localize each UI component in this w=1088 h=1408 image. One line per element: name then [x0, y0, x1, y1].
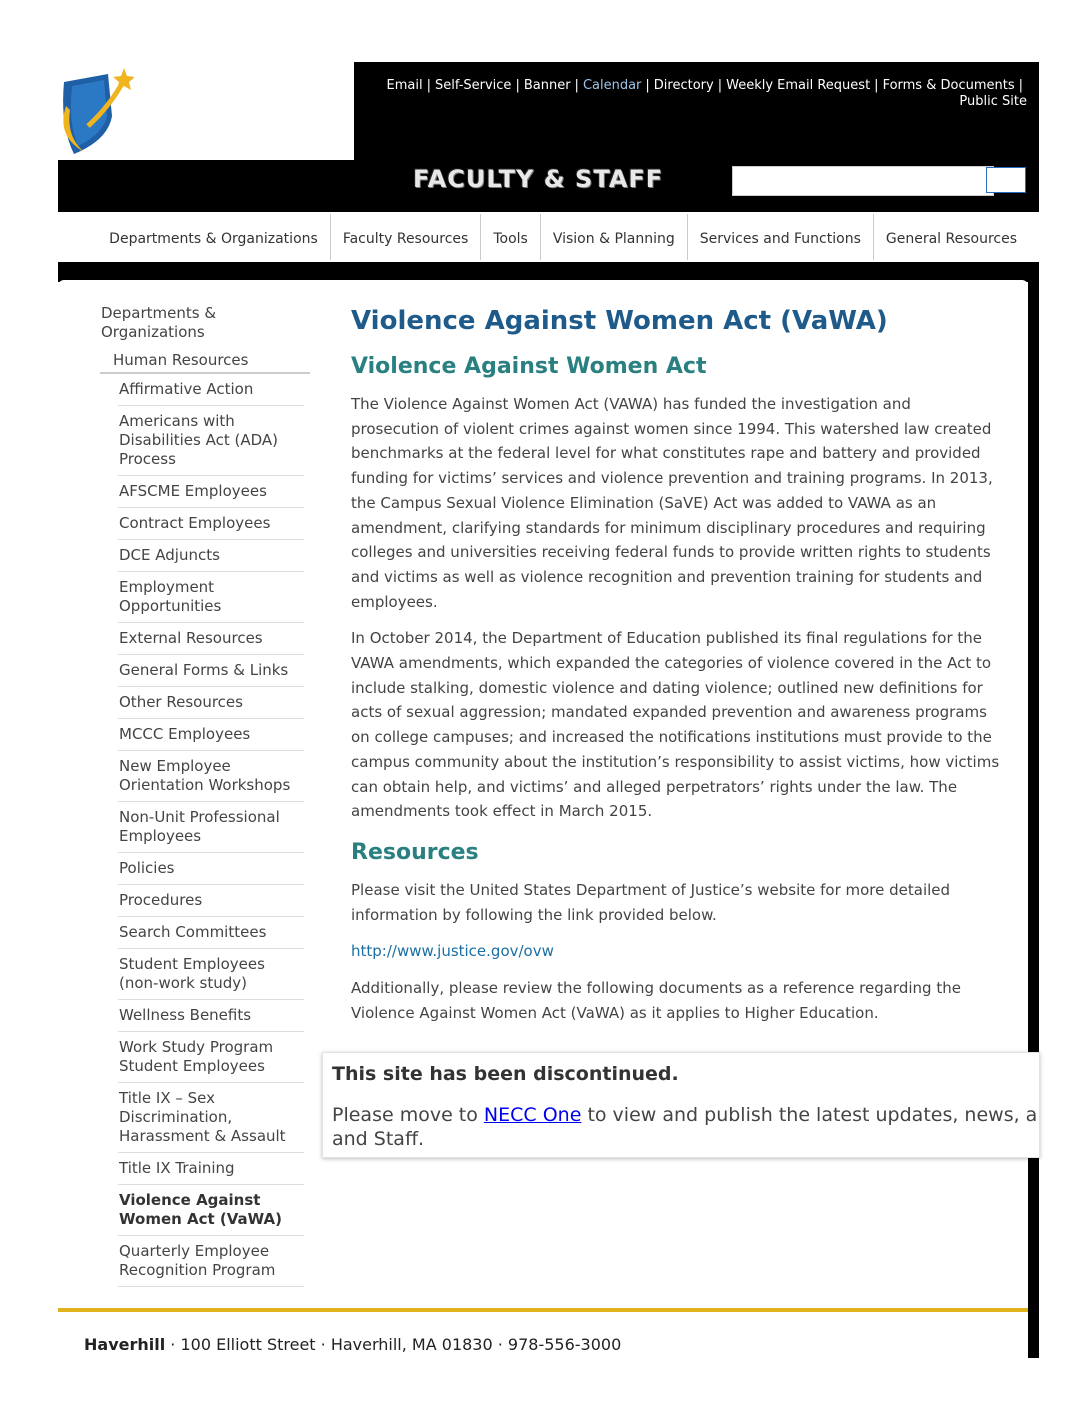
utility-link-banner[interactable]: Banner [523, 78, 571, 93]
doj-link[interactable]: http://www.justice.gov/ovw [351, 942, 554, 961]
notice-text: Please move to [332, 1104, 484, 1126]
college-logo[interactable] [58, 66, 134, 156]
sidebar-item[interactable]: Title IX Training [118, 1153, 304, 1185]
separator: | [574, 78, 579, 93]
separator: | [874, 78, 879, 93]
sidebar-item[interactable]: Work Study Program Student Employees [118, 1032, 304, 1083]
sidebar-item[interactable]: Search Committees [118, 917, 304, 949]
card-shadow [1028, 280, 1039, 1358]
sidebar-item[interactable]: Title IX – Sex Discrimination, Harassment & Assault [118, 1083, 304, 1153]
nav-item-faculty-resources[interactable]: Faculty Resources [331, 214, 482, 260]
utility-link-forms-documents[interactable]: Forms & Documents [882, 78, 1015, 93]
sidebar-item[interactable]: Americans with Disabilities Act (ADA) Process [118, 406, 304, 476]
sidebar-item[interactable]: Other Resources [118, 687, 304, 719]
notice-body [332, 1103, 1040, 1151]
sidebar-item[interactable]: Student Employees (non-work study) [118, 949, 304, 1000]
sidebar-item[interactable]: External Resources [118, 623, 304, 655]
sidebar-section-link[interactable]: Human Resources [100, 351, 310, 374]
sidebar-item[interactable]: General Forms & Links [118, 655, 304, 687]
additional-text: Additionally, please review the following documents as a reference regarding the Violence Against Women Act (VaWA) as it applies to Higher Education. [351, 979, 961, 1022]
necc-one-link[interactable]: NECC One [483, 1104, 582, 1126]
utility-link-calendar[interactable]: Calendar [582, 78, 642, 93]
sidebar-item[interactable]: Policies [118, 853, 304, 885]
main-navigation [58, 212, 1039, 262]
title-bar [58, 160, 1039, 212]
utility-link-self-service[interactable]: Self-Service [434, 78, 512, 93]
sidebar-list [100, 374, 310, 1287]
separator: | [1018, 78, 1023, 93]
separator: | [645, 78, 650, 93]
sidebar-item[interactable]: Quarterly Employee Recognition Program [118, 1236, 304, 1287]
utility-link-directory[interactable]: Directory [653, 78, 714, 93]
nav-item-departments-organizations[interactable]: Departments & Organizations [97, 214, 331, 260]
notice-text: and Staff. [332, 1128, 425, 1150]
utility-links [367, 78, 1027, 110]
footer-campus: Haverhill [84, 1335, 166, 1354]
nav-item-general-resources[interactable]: General Resources [885, 231, 1017, 247]
sidebar-item[interactable]: Employment Opportunities [118, 572, 304, 623]
sidebar-item[interactable]: AFSCME Employees [118, 476, 304, 508]
sidebar-item[interactable]: MCCC Employees [118, 719, 304, 751]
utility-link-email[interactable]: Email [386, 78, 423, 93]
nav-item-services-and-functions[interactable]: Services and Functions [688, 214, 874, 260]
body-paragraph: The Violence Against Women Act (VAWA) has funded the investigation and prosecution of violent crimes against women since 1994. This watershed law created benchmarks at the federal level for what constitutes rape and battery and provided funding for victims’ services and violence prevention and training programs. In 2013, the Campus Sexual Violence Elimination (SaVE) Act was added to VAWA as an amendment, clarifying standards for minimum disciplinary procedures and requiring colleges and universities receiving federal funds to provide written rights to students and victims as well as violence recognition and prevention training for students and employees. [351, 395, 993, 611]
body-paragraph: In October 2014, the Department of Education published its final regulations for the VAWA amendments, which expanded the categories of violence covered in the Act to include stalking, domestic violence and dating violence; outlined new definitions for acts of sexual aggression; mandated expanded prevention and awareness programs on college campuses; and increased the notifications institutions must provide to the campus community about the institution’s responsibility to assist victims, how victims can obtain help, and victims’ and alleged perpetrators’ rights under the law. The amendments took effect in March 2015. [351, 629, 1000, 821]
nav-item-vision-planning[interactable]: Vision & Planning [541, 214, 688, 260]
nav-divider [58, 262, 1039, 282]
sidebar-parent-link[interactable]: Departments & Organizations [101, 304, 217, 341]
utility-link-weekly-email-request[interactable]: Weekly Email Request [726, 78, 871, 93]
footer-address-text: · 100 Elliott Street · Haverhill, MA 01830 · 978-556-3000 [165, 1335, 622, 1354]
site-title: FACULTY & STAFF [413, 165, 664, 193]
discontinued-notice [322, 1052, 1040, 1158]
sidebar-item[interactable]: Affirmative Action [118, 374, 304, 406]
search-input[interactable] [732, 166, 994, 196]
sidebar-item[interactable]: Contract Employees [118, 508, 304, 540]
sidebar-item[interactable]: New Employee Orientation Workshops [118, 751, 304, 802]
sidebar-nav [100, 303, 310, 1287]
utility-bar [354, 62, 1039, 160]
main-content [351, 304, 1001, 1037]
page-edge [58, 1358, 1088, 1408]
separator: | [426, 78, 431, 93]
search-button[interactable] [986, 167, 1026, 193]
sidebar-item[interactable]: Violence Against Women Act (VaWA) [118, 1185, 304, 1236]
sidebar-item[interactable]: DCE Adjuncts [118, 540, 304, 572]
footer-divider [58, 1308, 1028, 1312]
notice-text: to view and publish the latest updates, news, a [581, 1104, 1038, 1126]
sidebar-item[interactable]: Non-Unit Professional Employees [118, 802, 304, 853]
utility-link-public-site[interactable]: Public Site [959, 94, 1027, 109]
resources-text: Please visit the United States Department of Justice’s website for more detailed information by following the link provided below. [351, 880, 951, 924]
footer-address [84, 1334, 621, 1356]
resources-heading: Resources [351, 839, 479, 865]
separator: | [515, 78, 520, 93]
section-heading: Violence Against Women Act [351, 354, 707, 379]
separator: | [717, 78, 723, 93]
page-title: Violence Against Women Act (VaWA) [351, 306, 888, 336]
sidebar-item[interactable]: Wellness Benefits [118, 1000, 304, 1032]
nav-item-tools[interactable]: Tools [481, 214, 541, 260]
notice-title: This site has been discontinued. [332, 1063, 679, 1085]
sidebar-item[interactable]: Procedures [118, 885, 304, 917]
